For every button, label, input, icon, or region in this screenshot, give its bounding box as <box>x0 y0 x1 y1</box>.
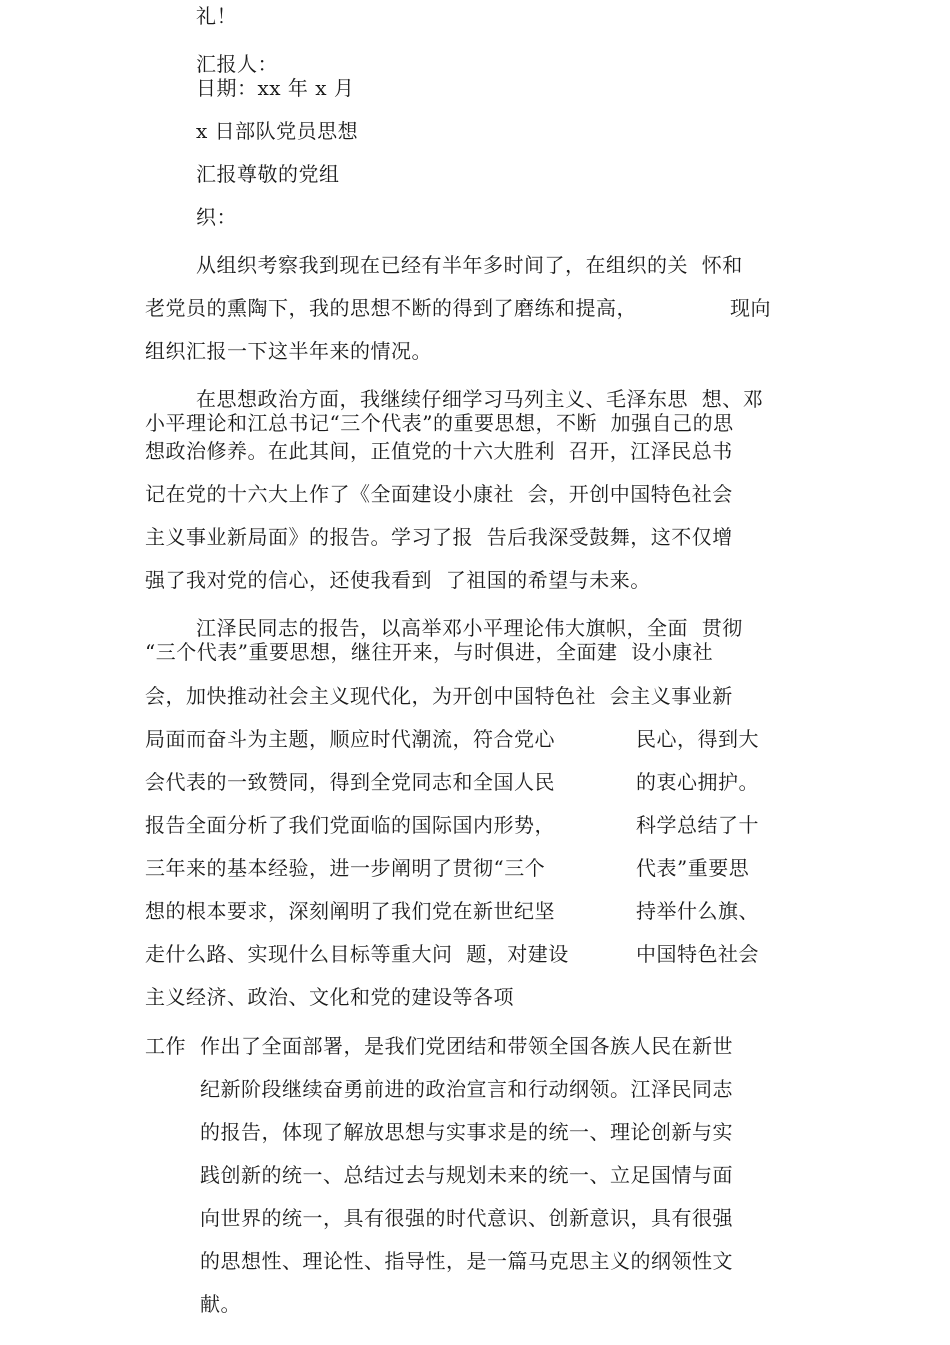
paragraph-line: 践创新的统一、总结过去与规划未来的统一、立足国情与面 <box>200 1163 733 1187</box>
paragraph-line-left: 报告全面分析了我们党面临的国际国内形势， <box>145 813 555 837</box>
paragraph-line: 作出了全面部署，是我们党团结和带领全国各族人民在新世 <box>200 1034 733 1058</box>
paragraph-line-left: 想的根本要求，深刻阐明了我们党在新世纪坚 <box>145 899 555 923</box>
document-title: x 日部队党员思想 <box>196 119 359 143</box>
closing-text: 礼！ <box>196 4 237 28</box>
paragraph-line: 记在党的十六大上作了《全面建设小康社 会，开创中国特色社会 <box>145 482 733 506</box>
greeting-end: 织： <box>196 205 237 229</box>
reporter-label: 汇报人： <box>196 52 278 76</box>
paragraph-line-left: 主义经济、政治、文化和党的建设等各项 <box>145 985 514 1009</box>
paragraph-line-right: 持举什么旗、 <box>636 899 759 923</box>
paragraph-line-left: 会代表的一致赞同，得到全党同志和全国人民 <box>145 770 555 794</box>
paragraph-line: 主义事业新局面》的报告。学习了报 告后我深受鼓舞，这不仅增 <box>145 525 733 549</box>
paragraph-line: 献。 <box>200 1292 241 1316</box>
paragraph-line: 会，加快推动社会主义现代化，为开创中国特色社 会主义事业新 <box>145 684 733 708</box>
paragraph-line: 的思想性、理论性、指导性，是一篇马克思主义的纲领性文 <box>200 1249 733 1273</box>
paragraph-line: 组织汇报一下这半年来的情况。 <box>145 339 432 363</box>
document-title-line2: 汇报尊敬的党组 <box>196 162 340 186</box>
paragraph-line-right: 的衷心拥护。 <box>636 770 759 794</box>
paragraph-line-right: 科学总结了十 <box>636 813 759 837</box>
paragraph-line: 老党员的熏陶下，我的思想不断的得到了磨练和提高， <box>145 296 637 320</box>
paragraph-line-right: 代表”重要思 <box>636 856 750 880</box>
date-label: 日期：xx 年 x 月 <box>196 76 355 100</box>
paragraph-line-left: 局面而奋斗为主题，顺应时代潮流，符合党心 <box>145 727 555 751</box>
paragraph-line: 强了我对党的信心，还使我看到 了祖国的希望与未来。 <box>145 568 651 592</box>
paragraph-line: 的报告，体现了解放思想与实事求是的统一、理论创新与实 <box>200 1120 733 1144</box>
paragraph-line: 想政治修养。在此其间，正值党的十六大胜利 召开，江泽民总书 <box>145 439 733 463</box>
paragraph-line: 江泽民同志的报告，以高举邓小平理论伟大旗帜，全面 贯彻 <box>196 616 743 640</box>
paragraph-line: 在思想政治方面，我继续仔细学习马列主义、毛泽东思 想、邓 <box>196 387 764 411</box>
paragraph-line-right: 民心，得到大 <box>636 727 759 751</box>
paragraph-line: 现向 <box>730 296 771 320</box>
paragraph-line: 向世界的统一，具有很强的时代意识、创新意识，具有很强 <box>200 1206 733 1230</box>
paragraph-line: 纪新阶段继续奋勇前进的政治宣言和行动纲领。江泽民同志 <box>200 1077 733 1101</box>
paragraph-lead-word: 工作 <box>145 1034 186 1058</box>
paragraph-line: 小平理论和江总书记“三个代表”的重要思想，不断 加强自己的思 <box>145 411 734 435</box>
paragraph-line-left: 三年来的基本经验，进一步阐明了贯彻“三个 <box>145 856 546 880</box>
paragraph-line: “三个代表”重要思想，继往开来，与时俱进，全面建 设小康社 <box>145 640 714 664</box>
paragraph-line: 从组织考察我到现在已经有半年多时间了，在组织的关 怀和 <box>196 253 743 277</box>
paragraph-line-right: 中国特色社会 <box>636 942 759 966</box>
paragraph-line-left: 走什么路、实现什么目标等重大问 题，对建设 <box>145 942 569 966</box>
